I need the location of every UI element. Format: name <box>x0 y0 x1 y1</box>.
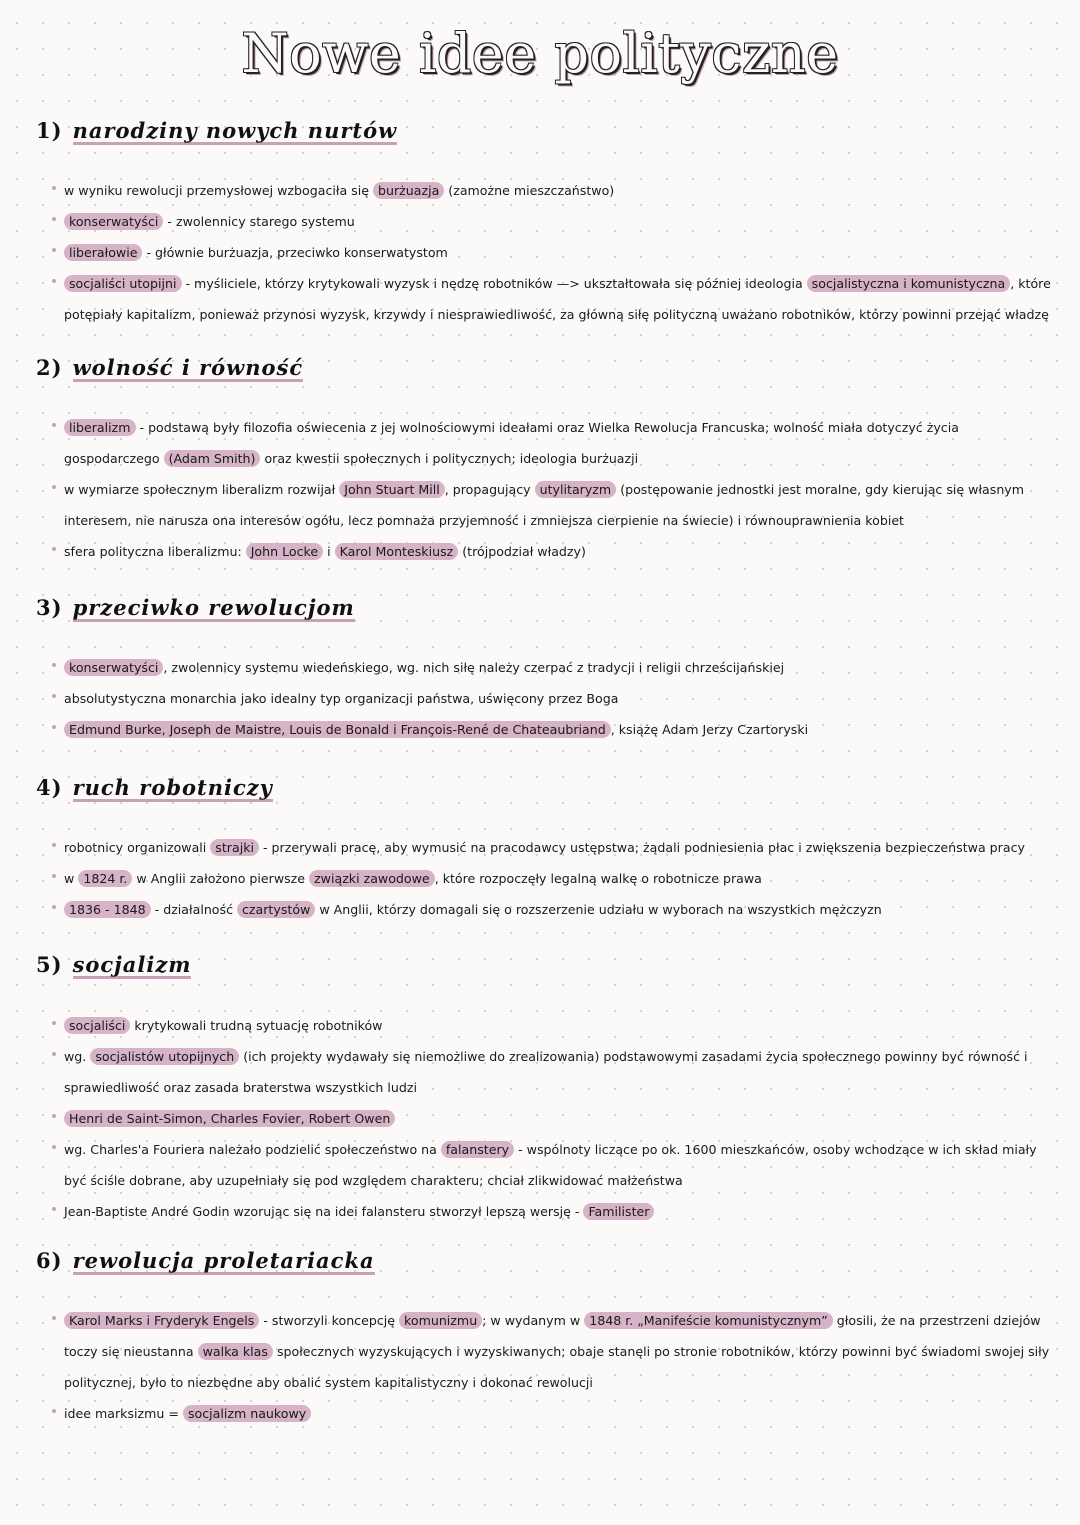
text-segment: Jean-Baptiste André Godin wzorując się na idei falansteru stworzył lepszą wersję - <box>64 1204 584 1219</box>
bullet-list <box>56 832 1056 925</box>
highlighted-term: (Adam Smith) <box>164 450 261 467</box>
text-segment: krytykowali trudną sytuację robotników <box>130 1018 383 1033</box>
highlighted-term: socjalistów utopijnych <box>90 1048 239 1065</box>
bullet-list <box>56 1010 1056 1227</box>
text-segment: , książę Adam Jerzy Czartoryski <box>610 722 809 737</box>
highlighted-term: związki zawodowe <box>309 870 435 887</box>
highlighted-term: Henri de Saint-Simon, Charles Fovier, Robert Owen <box>64 1110 395 1127</box>
bullet-item <box>56 714 1056 745</box>
text-segment: - myśliciele, którzy krytykowali wyzysk i nędzę robotników —> ukształtowała się później ideologia <box>181 276 807 291</box>
highlighted-term: burżuazja <box>373 182 444 199</box>
highlighted-term: 1836 - 1848 <box>64 901 151 918</box>
text-segment: (ich projekty wydawały się niemożliwe do zrealizowania) podstawowymi zasadami życia społecznego powinny być równość i sprawiedliwość oraz zasada braterstwa wszystkich ludzi <box>64 1049 1028 1095</box>
text-segment: , propagujący <box>444 482 535 497</box>
text-segment: ; w wydanym w <box>482 1313 585 1328</box>
highlighted-term: John Stuart Mill <box>339 481 445 498</box>
bullet-item <box>56 1103 1056 1134</box>
text-segment: głosili, że na przestrzeni dziejów toczy się nieustanna <box>64 1313 1041 1359</box>
highlighted-term: socjalistyczna i komunistyczna <box>807 275 1011 292</box>
bullet-item <box>56 863 1056 894</box>
text-segment: w wymiarze społecznym liberalizm rozwijał <box>64 482 340 497</box>
bullet-item <box>56 652 1056 683</box>
bullet-item <box>56 894 1056 925</box>
section-number: 5) <box>36 952 63 977</box>
text-segment: - zwolennicy starego systemu <box>163 214 355 229</box>
highlighted-term: falanstery <box>441 1141 514 1158</box>
text-segment: i <box>323 544 335 559</box>
section-heading <box>36 952 191 979</box>
text-segment: wg. <box>64 1049 91 1064</box>
text-segment: w <box>64 871 79 886</box>
bullet-item <box>56 175 1056 206</box>
highlighted-term: Karol Monteskiusz <box>335 543 459 560</box>
text-segment: oraz kwestii społecznych i politycznych; ideologia burżuazji <box>260 451 639 466</box>
text-segment: wg. Charles'a Fouriera należało podzielić społeczeństwo na <box>64 1142 441 1157</box>
highlighted-term: Familister <box>583 1203 654 1220</box>
highlighted-term: liberałowie <box>64 244 142 261</box>
bullet-list <box>56 412 1056 567</box>
bullet-item <box>56 536 1056 567</box>
text-segment: społecznych wyzyskujących i wyzyskiwanych; obaje stanęli po stronie robotników, którzy powinni być świadomi swojej siły politycznej, było to niezbędne aby obalić system kapitalistyczny i dokonać rewolucji <box>64 1344 1050 1390</box>
text-segment: (postępowanie jednostki jest moralne, gdy kierując się własnym interesem, nie narusza ona interesów ogółu, lecz pomnaża przyjemność i zmniejsza cierpienie na świecie) i równouprawnienia kobiet <box>64 482 1025 528</box>
highlighted-term: Karol Marks i Fryderyk Engels <box>64 1312 259 1329</box>
bullet-item <box>56 1398 1056 1429</box>
text-segment: , które rozpoczęły legalną walkę o robotnicze prawa <box>434 871 762 886</box>
text-segment: (trójpodział władzy) <box>458 544 586 559</box>
section-number: 1) <box>36 118 63 143</box>
highlighted-term: walka klas <box>198 1343 273 1360</box>
highlighted-term: socjaliści utopijni <box>64 275 182 292</box>
bullet-item <box>56 1196 1056 1227</box>
text-segment: - działalność <box>150 902 237 917</box>
bullet-item <box>56 683 1056 714</box>
section-number: 2) <box>36 355 63 380</box>
text-segment: w Anglii założono pierwsze <box>132 871 310 886</box>
text-segment: - podstawą były filozofia oświecenia z jej wolnościowymi ideałami oraz Wielka Rewolucja Francuska; wolność miała dotyczyć życia gospodarczego <box>64 420 959 466</box>
highlighted-term: socjaliści <box>64 1017 130 1034</box>
bullet-item <box>56 1134 1056 1196</box>
section-title: ruch robotniczy <box>72 775 273 800</box>
highlighted-term: konserwatyści <box>64 213 163 230</box>
bullet-item <box>56 1305 1056 1398</box>
page-title: Nowe idee polityczne <box>241 22 839 85</box>
highlighted-term: utylitaryzm <box>535 481 617 498</box>
bullet-item <box>56 1010 1056 1041</box>
bullet-item <box>56 474 1056 536</box>
bullet-item <box>56 206 1056 237</box>
section-heading <box>36 595 355 622</box>
section-number: 4) <box>36 775 63 800</box>
highlighted-term: konserwatyści <box>64 659 163 676</box>
bullet-item <box>56 832 1056 863</box>
bullet-list <box>56 652 1056 745</box>
text-segment: - stworzyli koncepcję <box>259 1313 400 1328</box>
text-segment: absolutystyczna monarchia jako idealny typ organizacji państwa, uświęcony przez Boga <box>64 691 619 706</box>
section-number: 6) <box>36 1248 63 1273</box>
highlighted-term: strajki <box>210 839 259 856</box>
text-segment: w Anglii, którzy domagali się o rozszerzenie udziału w wyborach na wszystkich mężczyzn <box>315 902 882 917</box>
text-segment: w wyniku rewolucji przemysłowej wzbogaciła się <box>64 183 373 198</box>
text-segment: (zamożne mieszczaństwo) <box>444 183 615 198</box>
bullet-item <box>56 412 1056 474</box>
bullet-item <box>56 237 1056 268</box>
text-segment: , zwolennicy systemu wiedeńskiego, wg. nich siłę należy czerpać z tradycji i religii chrześcijańskiej <box>163 660 785 675</box>
text-segment: - przerywali pracę, aby wymusić na pracodawcy ustępstwa; żądali podniesienia płac i zwiększenia bezpieczeństwa pracy <box>258 840 1025 855</box>
text-segment: robotnicy organizowali <box>64 840 211 855</box>
highlighted-term: liberalizm <box>64 419 136 436</box>
section-heading <box>36 775 273 802</box>
highlighted-term: komunizmu <box>399 1312 482 1329</box>
section-title: socjalizm <box>72 952 192 977</box>
section-title: rewolucja proletariacka <box>72 1248 375 1273</box>
section-heading <box>36 1248 375 1275</box>
section-number: 3) <box>36 595 63 620</box>
highlighted-term: 1848 r. „Manifeście komunistycznym” <box>584 1312 833 1329</box>
section-heading <box>36 118 397 145</box>
bullet-item <box>56 268 1056 330</box>
section-title: narodziny nowych nurtów <box>72 118 398 143</box>
bullet-item <box>56 1041 1056 1103</box>
text-segment: , które potępiały kapitalizm, ponieważ przynosi wyzysk, krzywdy i niesprawiedliwość, za główną siłę polityczną uważano robotników, którzy powinni przejąć władzę <box>64 276 1051 322</box>
highlighted-term: Edmund Burke, Joseph de Maistre, Louis de Bonald i François-René de Chateaubriand <box>64 721 611 738</box>
section-title: przeciwko rewolucjom <box>72 595 355 620</box>
section-heading <box>36 355 303 382</box>
bullet-list <box>56 1305 1056 1429</box>
highlighted-term: 1824 r. <box>78 870 132 887</box>
highlighted-term: John Locke <box>246 543 323 560</box>
text-segment: - wspólnoty liczące po ok. 1600 mieszkańców, osoby wchodzące w ich skład miały być ściśle dobrane, aby uzupełniały się pod względem charakteru; chciał zlikwidować małżeństwa <box>64 1142 1037 1188</box>
text-segment: sfera polityczna liberalizmu: <box>64 544 246 559</box>
highlighted-term: socjalizm naukowy <box>183 1405 311 1422</box>
section-title: wolność i równość <box>72 355 304 380</box>
bullet-list <box>56 175 1056 330</box>
text-segment: idee marksizmu = <box>64 1406 183 1421</box>
text-segment: - głównie burżuazja, przeciwko konserwatystom <box>142 245 448 260</box>
highlighted-term: czartystów <box>237 901 315 918</box>
